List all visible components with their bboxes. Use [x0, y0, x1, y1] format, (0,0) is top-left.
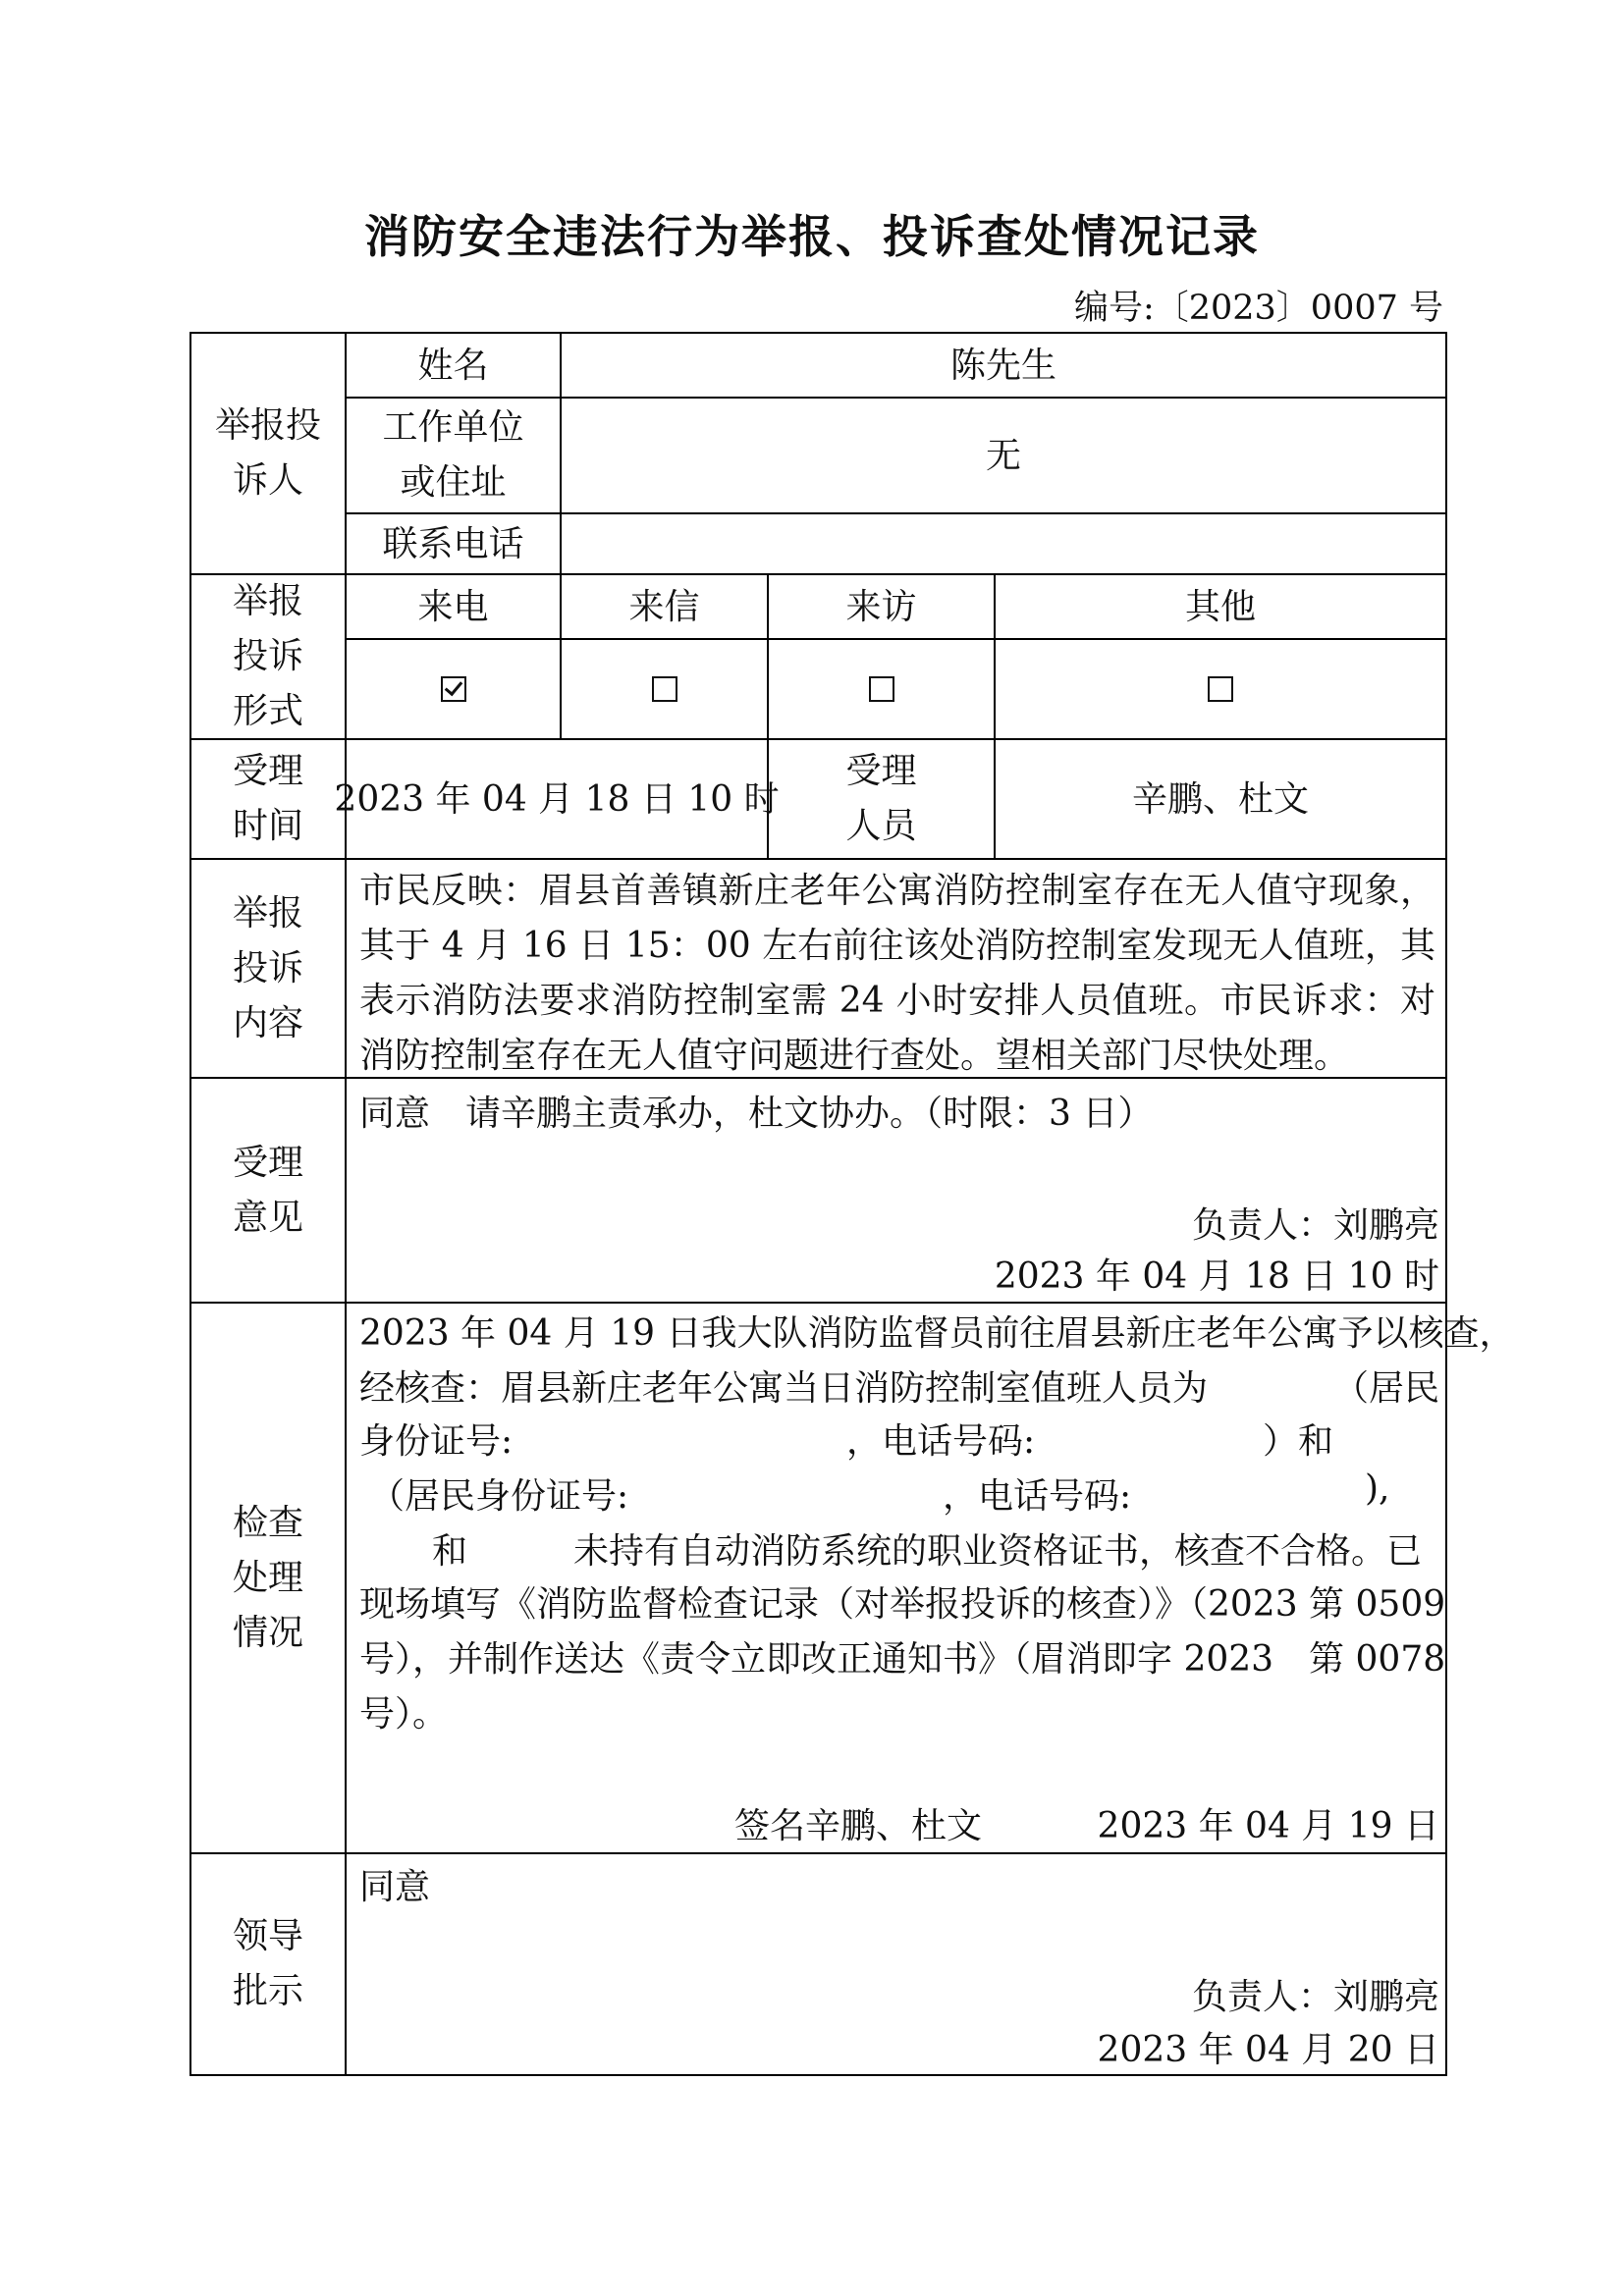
acceptance-time-value-text: 2023 年 04 月 18 日 10 时 — [334, 778, 780, 820]
table-border-bottom — [189, 2074, 1447, 2076]
unit-label-text: 工作单位 或住址 — [382, 407, 524, 503]
leader-label-text: 领导 批示 — [232, 1916, 303, 2011]
name-label-text: 姓名 — [417, 345, 489, 386]
option-other-label-text: 其他 — [1184, 586, 1256, 627]
inspection-label — [191, 1304, 345, 1852]
form-section-label — [191, 575, 345, 738]
inspection-line-7: 号），并制作送达《责令立即改正通知书》（眉消即字 2023 第 0078 — [359, 1639, 1446, 1680]
name-value — [562, 334, 1445, 397]
unit-value-text: 无 — [985, 435, 1021, 476]
leader-responsible: 负责人：刘鹏亮 — [1191, 1977, 1439, 2017]
option-other-cell — [996, 640, 1445, 738]
acceptance-time-label-text: 受理 时间 — [232, 751, 303, 846]
phone-label — [347, 514, 560, 573]
opinion-date: 2023 年 04 月 18 日 10 时 — [994, 1256, 1439, 1297]
inspection-line-3a: 身份证号: — [359, 1421, 514, 1462]
phone-label-text: 联系电话 — [382, 523, 524, 564]
phone-value — [562, 514, 1445, 573]
option-visit-label — [769, 575, 994, 638]
leader-label — [191, 1854, 345, 2074]
acceptance-time-label — [191, 740, 345, 858]
option-phone-label — [347, 575, 560, 638]
inspection-line-8: 号）。 — [359, 1694, 449, 1735]
inspection-line-4b: ，电话号码: — [943, 1476, 1132, 1517]
acceptance-staff-label — [769, 740, 994, 858]
name-value-text: 陈先生 — [949, 345, 1056, 386]
option-letter-label-text: 来信 — [628, 586, 700, 627]
leader-date: 2023 年 04 月 20 日 — [1097, 2030, 1439, 2070]
inspection-label-text: 检查 处理 情况 — [232, 1502, 303, 1653]
name-label — [347, 334, 560, 397]
option-visit-cell — [769, 640, 994, 738]
unit-label — [347, 399, 560, 512]
table-rule — [189, 1852, 1447, 1854]
complainant-section-label-text: 举报投 诉人 — [214, 405, 321, 501]
content-label — [191, 860, 345, 1077]
opinion-responsible: 负责人：刘鹏亮 — [1191, 1205, 1439, 1246]
acceptance-staff-value-text: 辛鹏、杜文 — [1131, 778, 1309, 820]
inspection-line-5a: 和 — [432, 1531, 468, 1572]
opinion-label — [191, 1079, 345, 1302]
table-rule — [189, 858, 1447, 860]
inspection-line-5b: 未持有自动消防系统的职业资格证书，核查不合格。已 — [573, 1531, 1423, 1572]
inspection-line-3c: ）和 — [1263, 1421, 1334, 1462]
table-border-right — [1445, 332, 1447, 2076]
complainant-section-label — [191, 334, 345, 573]
inspection-line-4a: （居民身份证号: — [369, 1476, 629, 1517]
form-section-label-text: 举报 投诉 形式 — [232, 581, 303, 731]
page-title: 消防安全违法行为举报、投诉查处情况记录 — [364, 210, 1260, 263]
content-text: 市民反映：眉县首善镇新庄老年公寓消防控制室存在无人值守现象，其于 4 月 16 日 15：00 左右前往该处消防控制室发现无人值班，其表示消防法要求消防控制室需 24 小时安排人员值班。市民诉求：对消防控制室存在无人值守问题进行查处。望相关部门尽快处理。 — [359, 871, 1435, 1076]
option-phone-cell — [347, 640, 560, 738]
inspection-signature: 签名辛鹏、杜文 — [734, 1806, 983, 1846]
unit-value — [562, 399, 1445, 512]
option-letter-label — [562, 575, 767, 638]
content-label-text: 举报 投诉 内容 — [232, 892, 303, 1043]
inspection-date: 2023 年 04 月 19 日 — [1097, 1806, 1439, 1846]
option-phone-label-text: 来电 — [417, 586, 489, 627]
option-other-label — [996, 575, 1445, 638]
inspection-line-2a: 经核查：眉县新庄老年公寓当日消防控制室值班人员为 — [359, 1368, 1209, 1409]
inspection-line-2b: （居民 — [1332, 1368, 1439, 1409]
option-visit-label-text: 来访 — [845, 586, 917, 627]
acceptance-time-value — [334, 740, 780, 858]
acceptance-staff-value — [996, 740, 1445, 858]
inspection-line-4c: ), — [1365, 1468, 1390, 1509]
option-visit-checkbox[interactable] — [869, 676, 894, 702]
inspection-line-1: 2023 年 04 月 19 日我大队消防监督员前往眉县新庄老年公寓予以核查， — [359, 1313, 1515, 1354]
acceptance-staff-label-text: 受理 人员 — [845, 751, 917, 846]
option-letter-cell — [562, 640, 767, 738]
option-other-checkbox[interactable] — [1208, 676, 1233, 702]
document-number: 编号:〔2023〕0007 号 — [1073, 289, 1443, 328]
option-phone-checkbox[interactable] — [441, 676, 466, 702]
table-rule — [189, 1302, 1447, 1304]
leader-text: 同意 — [359, 1867, 431, 1907]
inspection-line-3b: ，电话号码: — [846, 1421, 1036, 1462]
opinion-label-text: 受理 意见 — [232, 1142, 303, 1238]
opinion-text: 同意 请辛鹏主责承办，杜文协办。（时限：3 日） — [359, 1094, 1154, 1134]
option-letter-checkbox[interactable] — [652, 676, 677, 702]
inspection-line-6: 现场填写《消防监督检查记录（对举报投诉的核查）》（2023 第 0509 — [359, 1584, 1446, 1625]
